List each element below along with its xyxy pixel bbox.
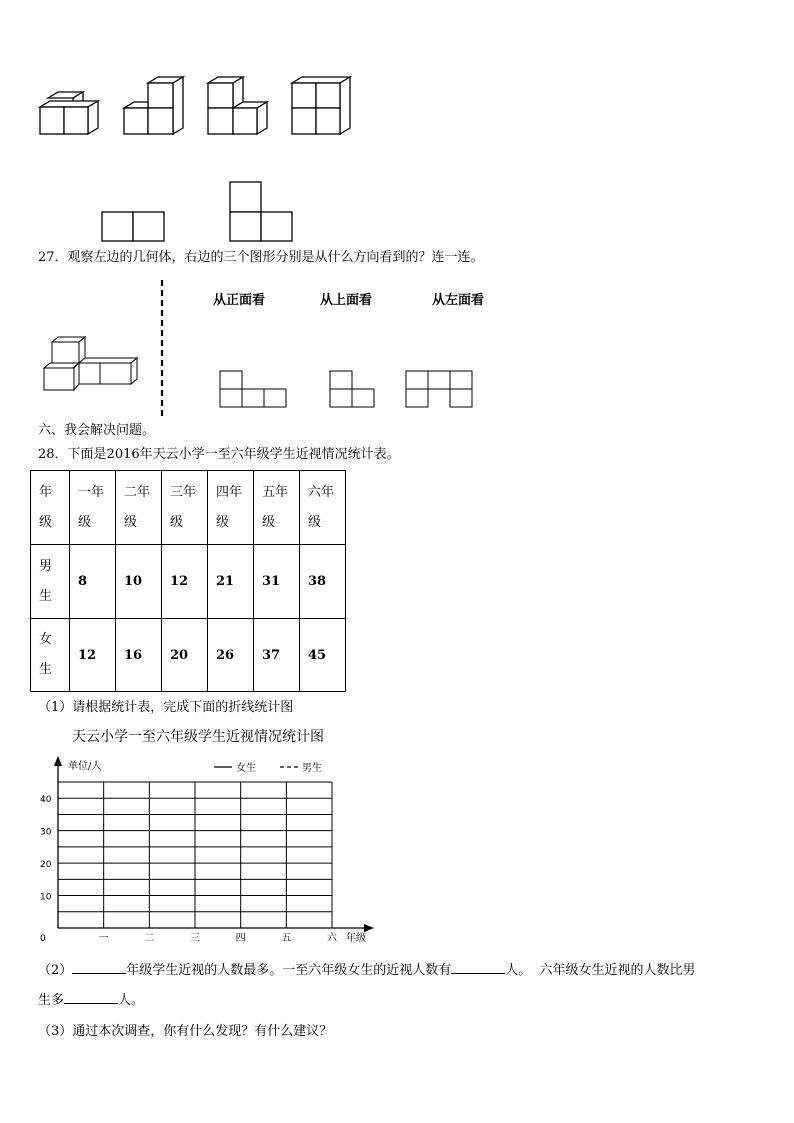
q27-figure <box>0 270 794 420</box>
part2-text-e: 人。 <box>118 993 145 1008</box>
y-tick-label: 0 <box>40 934 46 944</box>
table-cell: 8 <box>70 545 116 619</box>
part2-text-d: 生多 <box>38 993 65 1008</box>
x-axis-arrow <box>364 924 374 932</box>
table-cell: 37 <box>254 619 300 692</box>
x-tick-label: 三 <box>190 933 200 944</box>
solid-figure-3 <box>208 77 267 134</box>
chart-grid <box>58 782 332 928</box>
q27-text: 27．观察左边的几何体，右边的三个图形分别是从什么方向看到的？连一连。 <box>38 250 484 265</box>
flat-view-2 <box>230 182 292 241</box>
table-cell: 16 <box>116 619 162 692</box>
line-chart <box>30 752 430 972</box>
myopia-table <box>30 470 346 692</box>
x-tick-label: 二 <box>144 933 155 944</box>
x-tick-label: 六 <box>327 933 337 944</box>
solid-figure-1 <box>40 92 98 134</box>
part2-text-c: 人。 六年级女生近视的人数比男 <box>505 963 696 978</box>
table-cell: 45 <box>300 619 346 692</box>
q27-solid <box>44 337 137 390</box>
table-row-boys <box>31 545 346 619</box>
row-label: 男 生 <box>31 545 70 619</box>
y-axis-label: 单位/人 <box>68 761 102 772</box>
q28-text: 28．下面是2016年天云小学一至六年级学生近视情况统计表。 <box>38 447 400 462</box>
header-cell: 三年 级 <box>162 471 208 545</box>
chart-legend <box>214 761 322 774</box>
table-cell: 26 <box>208 619 254 692</box>
part2-prefix: （2） <box>38 963 73 978</box>
solid-figure-2 <box>124 77 183 134</box>
q27-view-front <box>220 371 286 407</box>
part3-text: （3）通过本次调查，你有什么发现？有什么建议？ <box>38 1024 333 1039</box>
header-cell: 六年 级 <box>300 471 346 545</box>
y-axis-arrow <box>54 756 62 766</box>
table-cell: 12 <box>162 545 208 619</box>
x-axis-label: 年级 <box>346 933 366 944</box>
section-heading: 六、我会解决问题。 <box>38 423 156 438</box>
q27-view-top <box>330 371 374 407</box>
x-tick-label: 五 <box>281 933 292 944</box>
table-cell: 12 <box>70 619 116 692</box>
part1-text: （1）请根据统计表，完成下面的折线统计图 <box>38 700 294 715</box>
part2-line2 <box>38 991 144 1009</box>
solid-figure-4 <box>292 77 350 134</box>
part2-line1 <box>38 961 696 979</box>
chart-title: 天云小学一至六年级学生近视情况统计图 <box>72 729 324 745</box>
y-tick-label: 40 <box>40 795 52 806</box>
x-tick-label: 四 <box>235 933 246 944</box>
table-cell: 20 <box>162 619 208 692</box>
table-cell: 38 <box>300 545 346 619</box>
header-cell: 年 级 <box>31 471 70 545</box>
q27-view-left <box>406 371 472 407</box>
answer-blank-girls-total[interactable] <box>451 961 505 974</box>
header-cell: 二年 级 <box>116 471 162 545</box>
view-label-left: 从左面看 <box>432 293 485 308</box>
flat-view-1 <box>102 212 164 241</box>
legend-label: 男生 <box>302 763 322 774</box>
row-label: 女 生 <box>31 619 70 692</box>
table-row-girls <box>31 619 346 692</box>
table-cell: 21 <box>208 545 254 619</box>
table-cell: 31 <box>254 545 300 619</box>
chart-labels <box>40 759 366 944</box>
x-tick-label: 一 <box>98 933 109 944</box>
legend-label: 女生 <box>236 763 256 774</box>
table-header-row <box>31 471 346 545</box>
answer-blank-difference[interactable] <box>64 991 118 1004</box>
solids-figure-row <box>0 0 794 250</box>
header-cell: 一年 级 <box>70 471 116 545</box>
y-tick-label: 30 <box>40 827 52 838</box>
header-cell: 五年 级 <box>254 471 300 545</box>
header-cell: 四年 级 <box>208 471 254 545</box>
answer-blank-grade[interactable] <box>72 961 126 974</box>
y-tick-label: 10 <box>40 892 52 903</box>
view-label-front: 从正面看 <box>213 293 266 308</box>
table-cell: 10 <box>116 545 162 619</box>
y-tick-label: 20 <box>40 860 52 871</box>
part2-text-b: 年级学生近视的人数最多。一至六年级女生的近视人数有 <box>126 963 452 978</box>
view-label-top: 从上面看 <box>320 293 373 308</box>
